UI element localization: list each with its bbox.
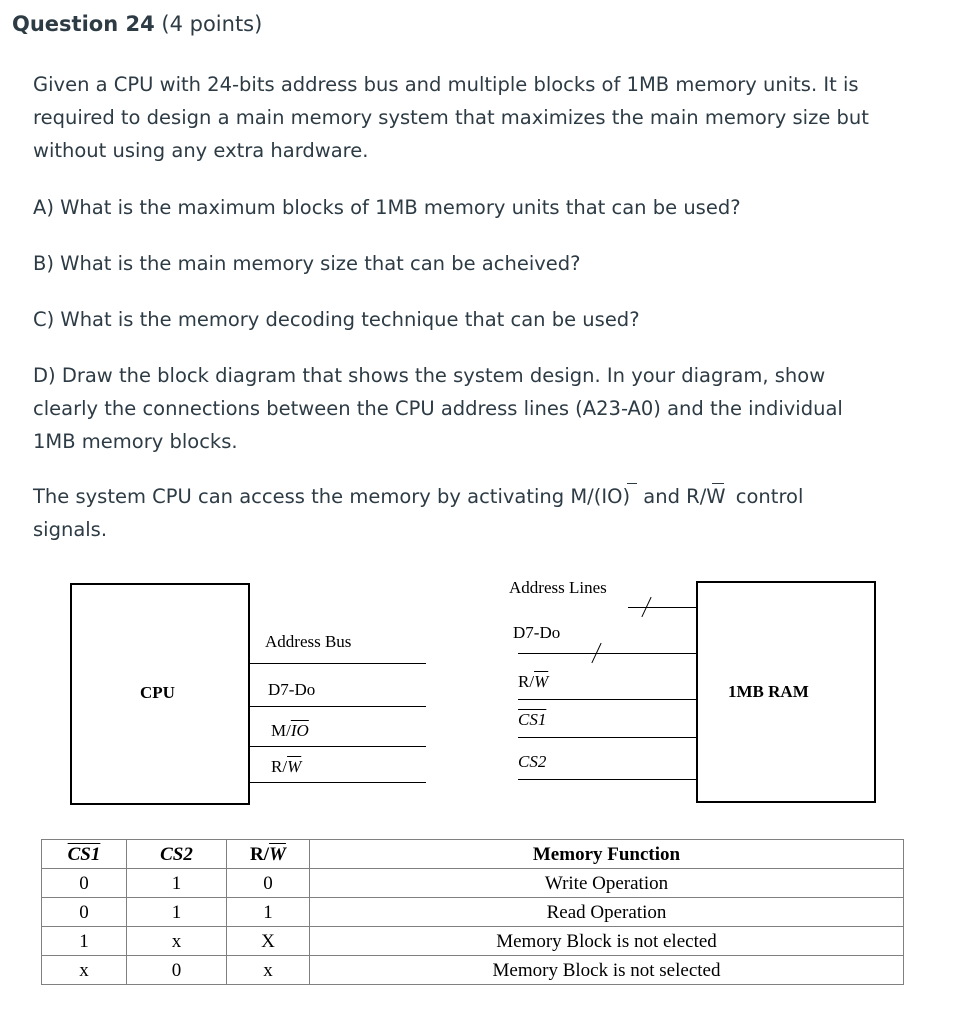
- cpu-rw-line: [248, 782, 426, 783]
- control-text-post: control: [735, 485, 804, 508]
- table-cell: x: [42, 956, 127, 985]
- table-cell: Memory Block is not elected: [310, 927, 904, 956]
- control-line: signals.: [33, 518, 108, 541]
- rw-header: $R/\overline{W}$: [227, 840, 310, 869]
- mio-line: [248, 746, 426, 747]
- cs2-line: [518, 779, 696, 780]
- table-cell: 0: [42, 869, 127, 898]
- table-cell: 1: [227, 898, 310, 927]
- ram-rw-line: [518, 699, 696, 700]
- table-cell: X: [227, 927, 310, 956]
- table-cell: 1: [127, 869, 227, 898]
- cs1-header: CS1: [42, 840, 127, 869]
- control-signals-paragraph: [33, 480, 803, 546]
- table-cell: x: [227, 956, 310, 985]
- ram-data-lines-line: [518, 653, 696, 654]
- part-b: B) What is the main memory size that can be acheived?: [33, 252, 581, 275]
- address-lines-label: Address Lines: [509, 578, 607, 597]
- address-lines-line: [628, 607, 696, 608]
- truth-table: [41, 839, 904, 985]
- cpu-label: CPU: [140, 683, 175, 702]
- question-number: Question 24: [12, 12, 155, 36]
- function-header: Memory Function: [310, 840, 904, 869]
- cs2-header: CS2: [127, 840, 227, 869]
- table-cell: 1: [127, 898, 227, 927]
- table-cell: x: [127, 927, 227, 956]
- question-points: (4 points): [161, 12, 263, 36]
- cpu-rw-label: $R/\overline{W}$: [271, 757, 302, 776]
- ram-rw-label: $R/\overline{W}$: [518, 672, 549, 691]
- table-row: [42, 898, 904, 927]
- part-a: A) What is the maximum blocks of 1MB memory units that can be used?: [33, 196, 741, 219]
- cs1-label: CS1: [518, 710, 547, 729]
- part-d: [33, 359, 843, 458]
- cs2-label: CS2: [518, 752, 547, 771]
- part-d-line: clearly the connections between the CPU address lines (A23-A0) and the individual: [33, 397, 843, 420]
- overbar-mark: [712, 483, 724, 484]
- intro-line: required to design a main memory system that maximizes the main memory size but: [33, 106, 869, 129]
- cpu-data-bus-label: D7-Do: [268, 680, 316, 699]
- intro-line: Given a CPU with 24-bits address bus and multiple blocks of 1MB memory units. It is: [33, 73, 859, 96]
- table-cell: 0: [127, 956, 227, 985]
- table-row: [42, 869, 904, 898]
- table-cell: 0: [42, 898, 127, 927]
- part-d-line: D) Draw the block diagram that shows the system design. In your diagram, show: [33, 364, 826, 387]
- table-row: [42, 927, 904, 956]
- intro-line: without using any extra hardware.: [33, 139, 369, 162]
- table-cell: Memory Block is not selected: [310, 956, 904, 985]
- intro-paragraph: [33, 68, 869, 167]
- table-header-row: [42, 840, 904, 869]
- cs1-line: [518, 737, 696, 738]
- mio-label: $M/\overline{IO}$: [271, 721, 309, 740]
- table-cell: Write Operation: [310, 869, 904, 898]
- part-c: C) What is the memory decoding technique that can be used?: [33, 308, 640, 331]
- address-bus-line: [248, 663, 426, 664]
- table-cell: Read Operation: [310, 898, 904, 927]
- control-line: [33, 480, 803, 513]
- ram-label: 1MB RAM: [728, 682, 809, 701]
- cpu-data-bus-line: [248, 706, 426, 707]
- overbar-mark: [627, 483, 637, 484]
- address-bus-label: Address Bus: [265, 632, 352, 651]
- table-cell: 1: [42, 927, 127, 956]
- control-text-mid: and R/W: [643, 485, 726, 508]
- table-row: [42, 956, 904, 985]
- ram-data-lines-label: D7-Do: [513, 623, 561, 642]
- question-title: [12, 12, 262, 36]
- part-d-line: 1MB memory blocks.: [33, 430, 238, 453]
- control-text-pre: The system CPU can access the memory by activating M/(IO): [33, 485, 631, 508]
- table-cell: 0: [227, 869, 310, 898]
